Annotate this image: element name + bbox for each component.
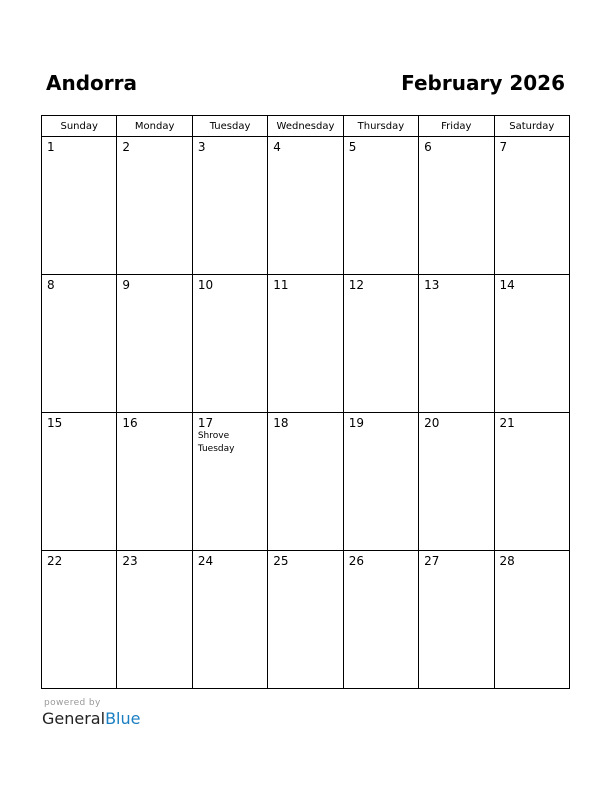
day-number: 23 [122, 554, 138, 568]
day-cell [343, 413, 418, 551]
logo-text-blue: Blue [105, 709, 141, 728]
day-cell [494, 137, 569, 275]
day-number: 18 [273, 416, 289, 430]
day-number: 19 [348, 416, 364, 430]
footer-branding [42, 697, 140, 729]
day-number: 28 [499, 554, 515, 568]
day-number: 24 [197, 554, 214, 568]
day-number: 14 [499, 278, 515, 292]
day-cell [42, 551, 117, 689]
week-row-4 [42, 551, 570, 689]
weekday-header-row [42, 116, 570, 137]
logo-text-general: General [42, 709, 106, 728]
day-cell [117, 551, 192, 689]
day-cell [419, 551, 494, 689]
day-cell [343, 137, 418, 275]
day-cell [419, 275, 494, 413]
week-row-3 [42, 413, 570, 551]
day-cell [343, 551, 418, 689]
day-cell [42, 413, 117, 551]
day-number: 21 [499, 416, 515, 430]
week-row-2 [42, 275, 570, 413]
day-number: 12 [348, 278, 364, 292]
day-cell [42, 275, 117, 413]
calendar-grid [41, 115, 570, 689]
weekday-tuesday: Tuesday [192, 116, 267, 137]
day-number: 2 [122, 140, 131, 154]
day-number: 5 [348, 140, 357, 154]
day-cell [192, 551, 267, 689]
day-number: 22 [47, 554, 63, 568]
weekday-saturday: Saturday [494, 116, 569, 137]
day-number: 15 [47, 416, 63, 430]
day-cell [268, 551, 343, 689]
holiday-label: Shrove Tuesday [197, 431, 235, 454]
day-number: 10 [197, 278, 214, 292]
weekday-friday: Friday [419, 116, 494, 137]
day-cell [192, 413, 267, 551]
day-cell [343, 275, 418, 413]
weekday-thursday: Thursday [343, 116, 418, 137]
day-number: 4 [273, 140, 281, 154]
day-number: 8 [47, 278, 55, 292]
day-number: 1 [47, 140, 55, 154]
day-cell [268, 137, 343, 275]
day-cell [419, 413, 494, 551]
day-cell [117, 137, 192, 275]
powered-by-text: powered by [44, 698, 101, 708]
day-number: 6 [424, 140, 432, 154]
day-cell [419, 137, 494, 275]
day-number: 26 [348, 554, 364, 568]
day-cell [268, 413, 343, 551]
day-cell [494, 413, 569, 551]
day-number: 17 [197, 416, 214, 430]
generalblue-logo[interactable] [42, 709, 140, 729]
day-number: 13 [424, 278, 440, 292]
day-cell [192, 275, 267, 413]
day-number: 3 [197, 140, 206, 154]
day-cell [268, 275, 343, 413]
day-cell [494, 275, 569, 413]
day-number: 7 [499, 140, 508, 154]
week-row-1 [42, 137, 570, 275]
country-title: Andorra [46, 71, 137, 95]
day-cell [42, 137, 117, 275]
day-number: 9 [122, 278, 131, 292]
day-number: 20 [424, 416, 440, 430]
day-cell [192, 137, 267, 275]
day-cell [494, 551, 569, 689]
day-number: 11 [273, 278, 289, 292]
day-number: 25 [273, 554, 289, 568]
day-cell [117, 275, 192, 413]
month-year-title: February 2026 [401, 71, 565, 95]
day-number: 16 [122, 416, 138, 430]
weekday-wednesday: Wednesday [268, 116, 343, 137]
weekday-sunday: Sunday [42, 116, 117, 137]
day-number: 27 [424, 554, 440, 568]
day-cell [117, 413, 192, 551]
weekday-monday: Monday [117, 116, 192, 137]
